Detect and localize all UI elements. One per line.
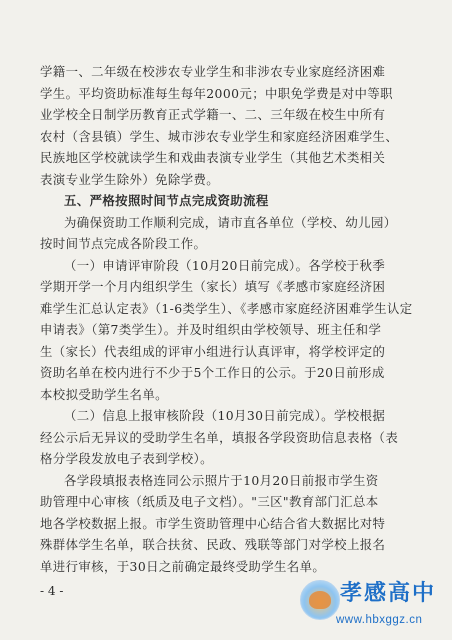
paragraph-line: 申请表》（第7类学生）。并及时组织由学校领导、班主任和学 <box>40 322 382 337</box>
paragraph-line: 业学校全日制学历教育正式学籍一、二、三年级在校生中所有 <box>40 107 386 122</box>
paragraph-line: 为确保资助工作顺利完成，请市直各单位（学校、幼儿园） <box>64 214 397 230</box>
paragraph-line: 按时间节点完成各阶段工作。 <box>40 236 207 251</box>
section-heading: 五、严格按照时间节点完成资助流程 <box>64 193 269 208</box>
paragraph-line: 单进行审核，于30日之前确定最终受助学生名单。 <box>40 558 326 574</box>
paragraph-line: 地各学校数据上报。市学生资助管理中心结合省大数据比对特 <box>40 515 386 531</box>
paragraph-line: 经公示后无异议的受助学生名单，填报各学段资助信息表格（表 <box>40 429 399 445</box>
watermark-title: 孝感高中 <box>340 580 437 606</box>
paragraph-line: 生（家长）代表组成的评审小组进行认真评审，将学校评定的 <box>40 343 386 359</box>
paragraph-line: 表演专业学生除外）免除学费。 <box>40 171 220 187</box>
paragraph-line: 难学生汇总认定表》（1-6类学生）、《孝感市家庭经济困难学生认定 <box>40 301 413 316</box>
paragraph-line: 殊群体学生名单，联合扶贫、民政、残联等部门对学校上报名 <box>40 537 386 552</box>
paragraph-line: 各学段填报表格连同公示照片于10月20日前报市学生资 <box>64 472 379 488</box>
page-number: - 4 - <box>40 584 64 598</box>
logo-emblem <box>309 591 331 609</box>
paragraph-line: （二）信息上报审核阶段（10月30日前完成）。学校根据 <box>64 408 386 423</box>
paragraph-line: （一）申请评审阶段（10月20日前完成）。各学校于秋季 <box>64 257 386 273</box>
paragraph-line: 学生。平均资助标准每生每年2000元；中职免学费是对中等职 <box>40 85 393 101</box>
paragraph-line: 民族地区学校就读学生和戏曲表演专业学生（其他艺术类相关 <box>40 150 386 165</box>
paragraph-line: 学期开学一个月内组织学生（家长）填写《孝感市家庭经济困 <box>40 279 386 294</box>
paragraph-line: 助管理中心审核（纸质及电子文档）。"三区"教育部门汇总本 <box>40 494 379 509</box>
paragraph-line: 本校拟受助学生名单。 <box>40 386 168 402</box>
paragraph-line: 学籍一、二年级在校涉农专业学生和非涉农专业家庭经济困难 <box>40 64 386 79</box>
watermark <box>300 574 452 640</box>
watermark-url: www.hbxggz.cn <box>336 614 423 626</box>
paragraph-line: 农村（含县镇）学生、城市涉农专业学生和家庭经济困难学生、 <box>40 128 399 144</box>
paragraph-line: 格分学段发放电子表到学校）。 <box>40 451 213 466</box>
paragraph-line: 资助名单在校内进行不少于5个工作日的公示。于20日前形成 <box>40 365 385 380</box>
school-logo-icon <box>300 580 340 620</box>
